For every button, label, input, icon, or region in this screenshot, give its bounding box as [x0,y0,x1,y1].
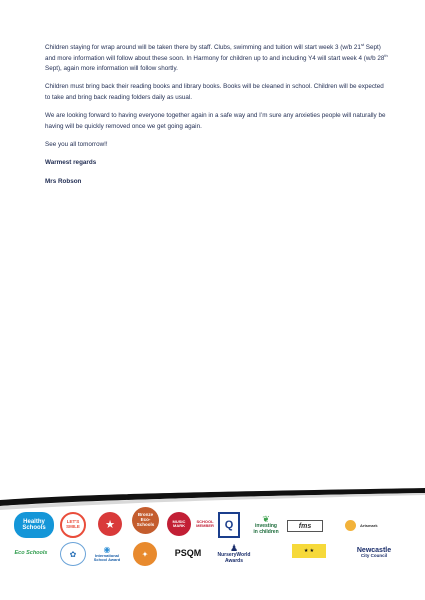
nursery-world-logo: ♟ NurseryWorld Awards [217,543,251,564]
accreditation-footer [0,488,425,600]
paragraph-reading-books: Children must bring back their reading books and library books. Books will be cleaned in school. Children will be expected to take and bring back reading folders daily as usual. [45,83,384,101]
artsmark-logo: Artsmark [360,522,378,528]
international-school-award-logo: ◉ International School Award [93,544,121,563]
orange-award-logo: ✦ [133,542,157,566]
signature: Mrs Robson [45,177,82,185]
lets-smile-logo: LET'S SMILE [60,512,86,538]
eco-schools-logo: Eco Schools [14,550,48,556]
arts-yellow-logo [345,520,356,531]
eco-schools-bronze-logo: Bronze Eco-Schools [132,507,159,534]
red-star-badge-logo: ★ [98,512,122,536]
psqm-logo: PSQM [174,548,202,558]
quality-mark-logo: Q [218,512,240,538]
paragraph-wraparound: Children staying for wrap around will be taken there by staff. Clubs, swimming and tuition will start week 3 (w/b 21st Sept) and more information will follow about these soon. In Harmony for children up to and including Y4 will start week 4 (w/b 28th Sept), again more information will follow shortly. [45,41,388,73]
fms-logo: fms [287,520,323,532]
footer-swoosh [0,488,425,518]
letter-body [45,43,390,196]
community-award-logo: ✿ [60,542,86,566]
closing-line: Warmest regards [45,158,97,166]
school-member-label: SCHOOL MEMBER [196,518,214,528]
music-mark-logo: MUSIC MARK [167,512,191,536]
investing-in-children-logo: ❦ investing in children [253,514,279,535]
paragraph-see-you: See you all tomorrow!! [45,140,108,148]
healthy-schools-logo: Healthy Schools [14,512,54,538]
paragraph-looking-forward: We are looking forward to having everyone together again in a safe way and I’m sure any anxieties people will naturally be having will be quickly removed once we get going again. [45,111,386,130]
yellow-award-logo: ★ ★ [292,544,326,558]
newcastle-city-council-logo: Newcastle City Council [356,546,392,559]
